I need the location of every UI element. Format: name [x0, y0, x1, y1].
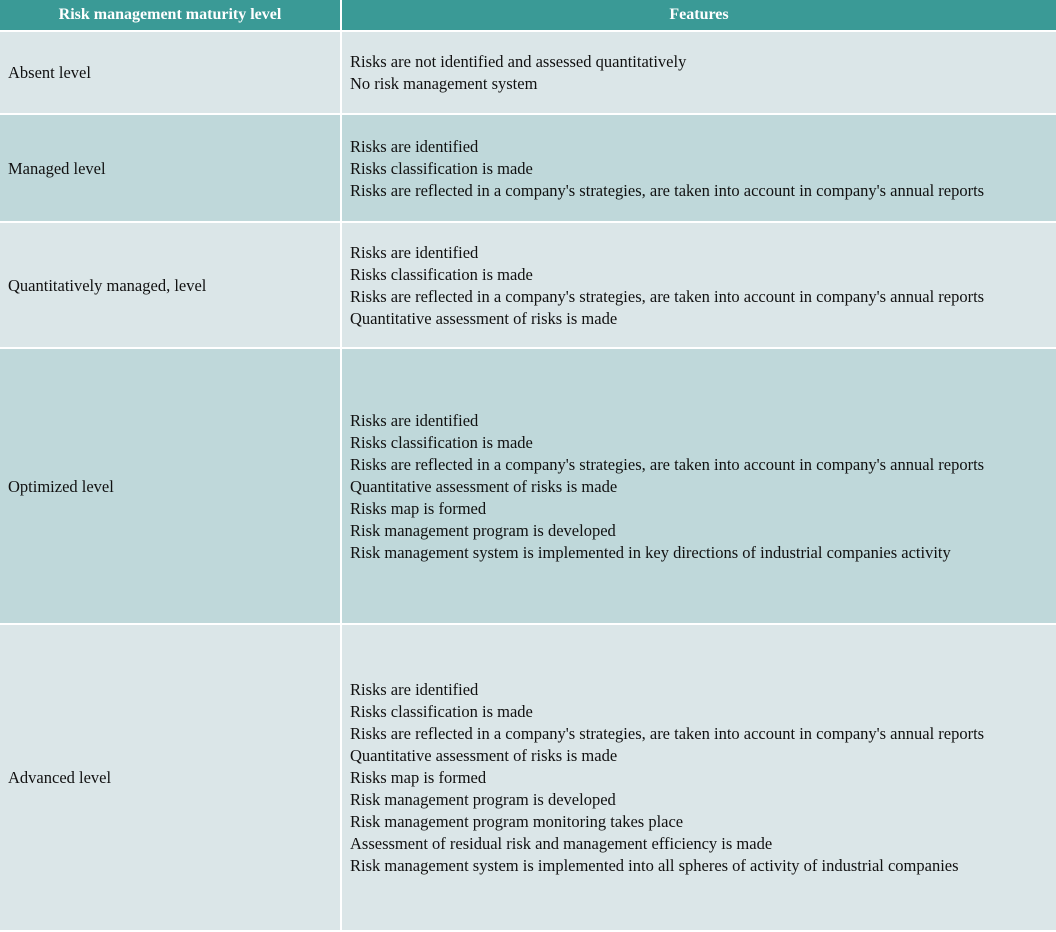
- feature-item: Risk management system is implemented in key directions of industrial companies activity: [350, 542, 951, 562]
- header-features: Features: [341, 0, 1056, 31]
- header-maturity-level: Risk management maturity level: [0, 0, 341, 31]
- feature-item: Risks are reflected in a company's strategies, are taken into account in company's annual reports: [350, 454, 985, 474]
- header-row: [0, 0, 1056, 31]
- feature-item: Risks are identified: [350, 410, 479, 430]
- feature-item: Risks are identified: [350, 136, 479, 156]
- feature-item: Quantitative assessment of risks is made: [350, 746, 618, 765]
- features-cell: [341, 348, 1056, 624]
- features-cell: [341, 114, 1056, 222]
- features-cell: [341, 31, 1056, 114]
- table-row: [0, 114, 1056, 222]
- feature-item: Risks are reflected in a company's strategies, are taken into account in company's annual reports: [350, 724, 985, 743]
- feature-item: Assessment of residual risk and management efficiency is made: [350, 834, 773, 853]
- feature-item: Risks map is formed: [350, 768, 487, 787]
- feature-item: Risks are identified: [350, 680, 479, 699]
- feature-item: Risks classification is made: [350, 702, 533, 721]
- feature-item: Risks map is formed: [350, 498, 487, 518]
- maturity-level-cell: Absent level: [0, 31, 341, 114]
- maturity-level-cell: Managed level: [0, 114, 341, 222]
- feature-item: Quantitative assessment of risks is made: [350, 476, 618, 496]
- features-cell: [341, 222, 1056, 348]
- table-row: [0, 31, 1056, 114]
- table-row: [0, 624, 1056, 931]
- table-row: [0, 222, 1056, 348]
- feature-item: No risk management system: [350, 74, 538, 93]
- feature-item: Risk management program is developed: [350, 520, 616, 540]
- feature-item: Risks are reflected in a company's strategies, are taken into account in company's annual reports: [350, 286, 985, 306]
- features-cell: [341, 624, 1056, 931]
- maturity-level-cell: Quantitatively managed, level: [0, 222, 341, 348]
- maturity-level-cell: Advanced level: [0, 624, 341, 931]
- feature-item: Risks are reflected in a company's strategies, are taken into account in company's annual reports: [350, 180, 985, 200]
- feature-item: Risks classification is made: [350, 264, 533, 284]
- feature-item: Risks classification is made: [350, 432, 533, 452]
- feature-item: Risk management system is implemented into all spheres of activity of industrial companies: [350, 856, 959, 875]
- maturity-level-cell: Optimized level: [0, 348, 341, 624]
- table-row: [0, 348, 1056, 624]
- feature-item: Quantitative assessment of risks is made: [350, 308, 618, 328]
- feature-item: Risks classification is made: [350, 158, 533, 178]
- table-body: [0, 31, 1056, 931]
- feature-item: Risks are identified: [350, 242, 479, 262]
- feature-item: Risks are not identified and assessed quantitatively: [350, 52, 687, 71]
- feature-item: Risk management program monitoring takes place: [350, 812, 684, 831]
- feature-item: Risk management program is developed: [350, 790, 616, 809]
